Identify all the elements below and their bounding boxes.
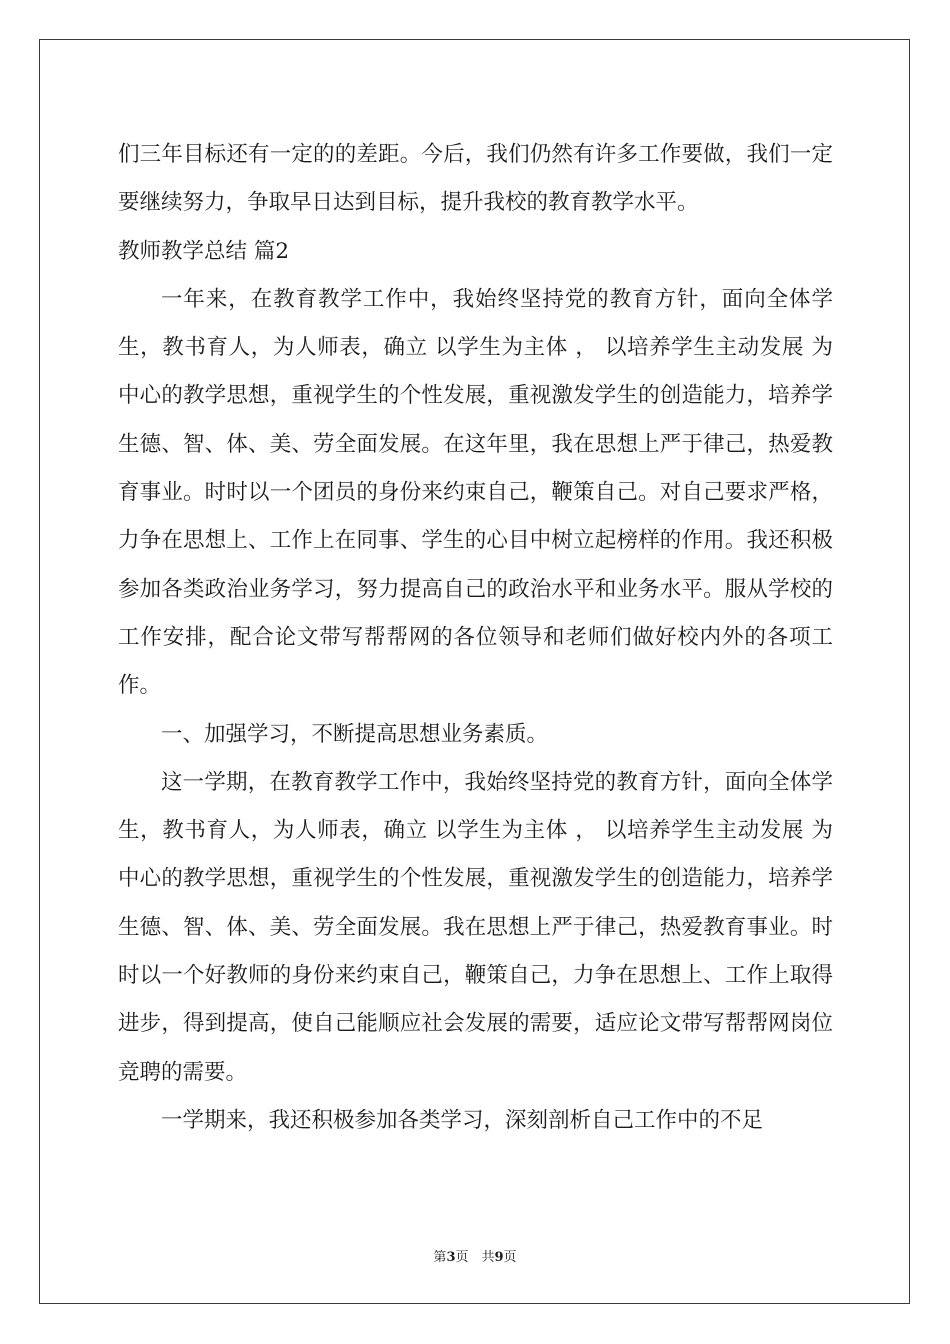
footer-page-prefix: 第 [433, 1250, 447, 1265]
paragraph-subheading: 一、加强学习，不断提高思想业务素质。 [161, 721, 549, 747]
page-footer [0, 1246, 950, 1265]
paragraph-study: 这一学期，在教育教学工作中，我始终坚持党的教育方针，面向全体学生，教书育人，为人师表，确立 以学生为主体 ， 以培养学生主动发展 为中心的教学思想，重视学生的个性发展，重视激发学生的创造能力，培养学生德、智、体、美、劳全面发展。我在思想上严于律己，热爱教育事业。时时以一个好教师的身份来约束自己，鞭策自己，力争在思想上、工作上取得进步，得到提高，使自己能顺应社会发展的需要，适应论文带写帮帮网岗位竞聘的需要。 [118, 769, 833, 1085]
paragraph-intro: 一年来，在教育教学工作中，我始终坚持党的教育方针，面向全体学生，教书育人，为人师表，确立 以学生为主体 ， 以培养学生主动发展 为中心的教学思想，重视学生的个性发展，重视激发学生的创造能力，培养学生德、智、体、美、劳全面发展。在这年里，我在思想上严于律己，热爱教育事业。时时以一个团员的身份来约束自己，鞭策自己。对自己要求严格，力争在思想上、工作上在同事、学生的心目中树立起榜样的作用。我还积极参加各类政治业务学习，努力提高自己的政治水平和业务水平。服从学校的工作安排，配合论文带写帮帮网的各位领导和老师们做好校内外的各项工作。 [118, 286, 833, 699]
footer-page-mid: 页 共 [455, 1250, 495, 1265]
footer-page-current: 3 [446, 1250, 456, 1265]
paragraph-continuation: 们三年目标还有一定的的差距。今后，我们仍然有许多工作要做，我们一定要继续努力，争取早日达到目标，提升我校的教育教学水平。 [118, 142, 833, 216]
footer-page-suffix: 页 [503, 1250, 517, 1265]
footer-page-total: 9 [494, 1250, 504, 1265]
section-heading: 教师教学总结 篇2 [118, 238, 290, 264]
paragraph-semester: 一学期来，我还积极参加各类学习，深刻剖析自己工作中的不足 [161, 1107, 764, 1133]
document-body [118, 131, 833, 1145]
